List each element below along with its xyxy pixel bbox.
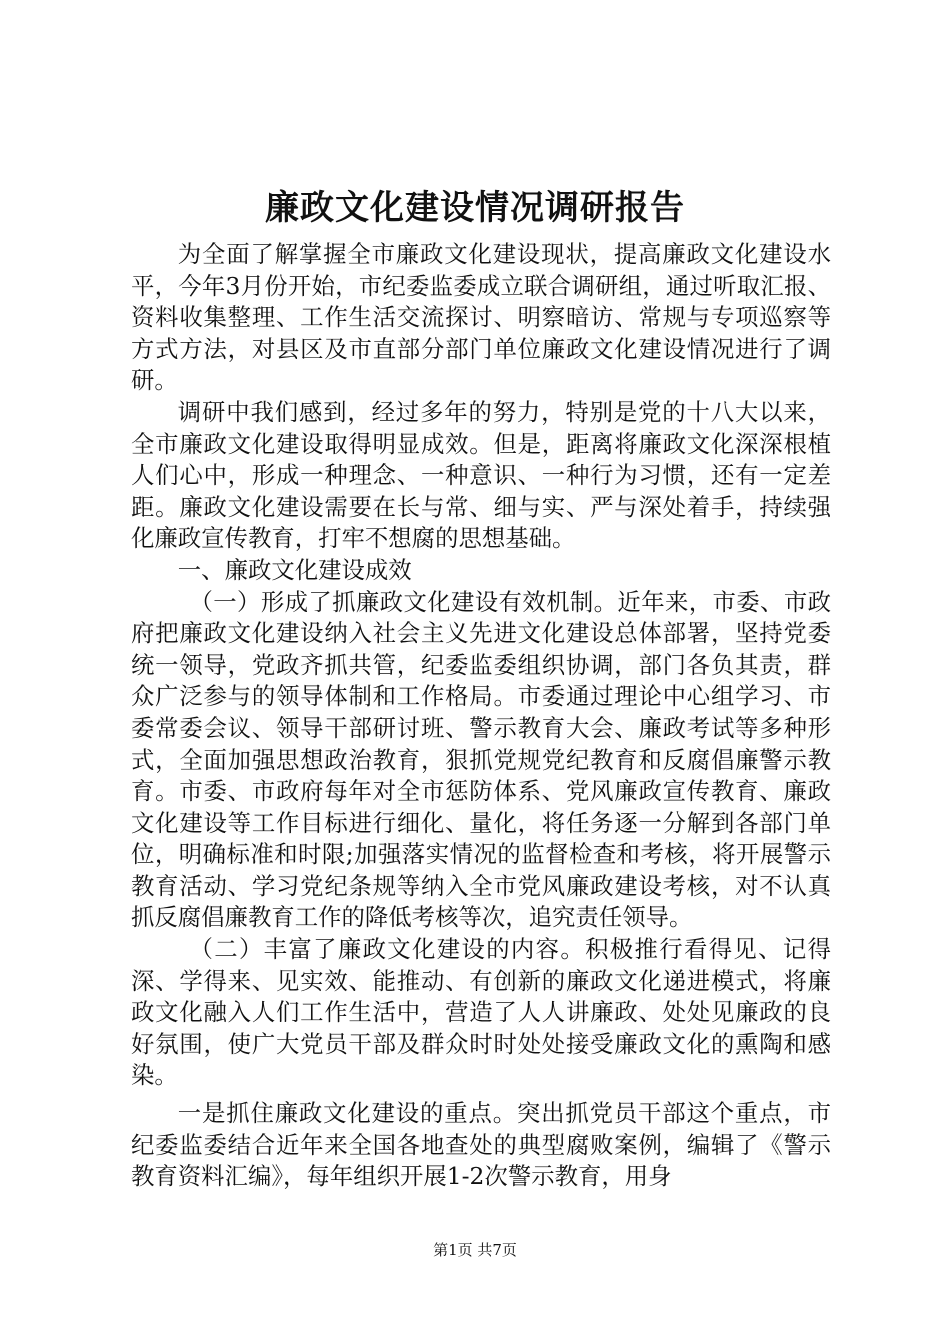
page-footer: 第1页 共7页 xyxy=(433,1241,517,1259)
paragraph-key-focus: 一是抓住廉政文化建设的重点。突出抓党员干部这个重点，市纪委监委结合近年来全国各地查处的典型腐败案例，编辑了《警示教育资料汇编》，每年组织开展1-2次警示教育，用身 xyxy=(131,1099,831,1191)
paragraph-intro: 为全面了解掌握全市廉政文化建设现状，提高廉政文化建设水平，今年3月份开始，市纪委监委成立联合调研组，通过听取汇报、资料收集整理、工作生活交流探讨、明察暗访、常规与专项巡察等方式方法，对县区及市直部分部门单位廉政文化建设情况进行了调研。 xyxy=(131,240,831,395)
document-title: 廉政文化建设情况调研报告 xyxy=(265,188,685,228)
section-heading-achievements: 一、廉政文化建设成效 xyxy=(177,555,412,584)
paragraph-mechanism: （一）形成了抓廉政文化建设有效机制。近年来，市委、市政府把廉政文化建设纳入社会主义先进文化建设总体部署，坚持党委统一领导，党政齐抓共管，纪委监委组织协调，部门各负其责，群众广泛参与的领导体制和工作格局。市委通过理论中心组学习、市委常委会议、领导干部研讨班、警示教育大会、廉政考试等多种形式，全面加强思想政治教育，狠抓党规党纪教育和反腐倡廉警示教育。市委、市政府每年对全市惩防体系、党风廉政宣传教育、廉政文化建设等工作目标进行细化、量化，将任务逐一分解到各部门单位，明确标准和时限;加强落实情况的监督检查和考核，将开展警示教育活动、学习党纪条规等纳入全市党风廉政建设考核，对不认真抓反腐倡廉教育工作的降低考核等次，追究责任领导。 xyxy=(131,587,831,932)
document-body xyxy=(131,239,831,1193)
paragraph-content: （二）丰富了廉政文化建设的内容。积极推行看得见、记得深、学得来、见实效、能推动、有创新的廉政文化递进模式，将廉政文化融入人们工作生活中，营造了人人讲廉政、处处见廉政的良好氛围，使广大党员干部及群众时时处处接受廉政文化的熏陶和感染。 xyxy=(131,935,831,1090)
paragraph-findings: 调研中我们感到，经过多年的努力，特别是党的十八大以来，全市廉政文化建设取得明显成效。但是，距离将廉政文化深深根植人们心中，形成一种理念、一种意识、一种行为习惯，还有一定差距。廉政文化建设需要在长与常、细与实、严与深处着手，持续强化廉政宣传教育，打牢不想腐的思想基础。 xyxy=(131,397,831,553)
